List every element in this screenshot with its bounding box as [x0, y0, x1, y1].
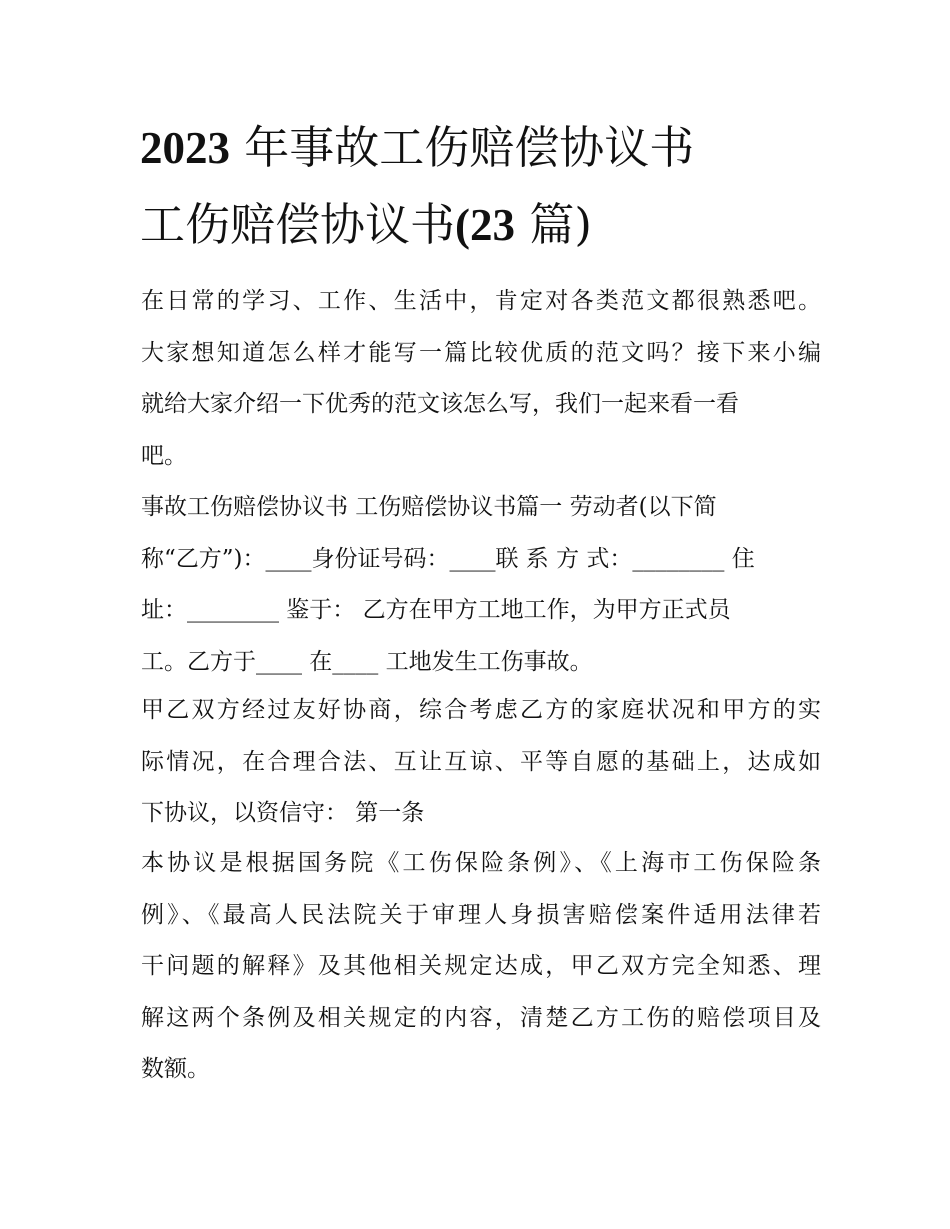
paragraph-negotiation: [141, 685, 821, 840]
paragraph-line: 数额。: [141, 1056, 210, 1082]
paragraph-intro: [141, 276, 821, 482]
paragraph-line: 本协议是根据国务院《工伤保险条例》、《上海市工伤保险条: [141, 850, 821, 876]
document-title-line-1: [140, 120, 830, 176]
paragraph-line: 例》、《最高人民法院关于审理人身损害赔偿案件适用法律若: [141, 901, 821, 928]
paragraph-line: 大家想知道怎么样才能写一篇比较优质的范文吗？接下来小编: [141, 339, 821, 366]
paragraph-parties: [141, 482, 821, 688]
paragraph-line: 下协议，以资信守： 第一条: [141, 800, 425, 826]
paragraph-line: 甲乙双方经过友好协商，综合考虑乙方的家庭状况和甲方的实: [141, 697, 821, 723]
document-title-line-2: [140, 197, 830, 253]
paragraph-line: 称“乙方”)：____身份证号码：____联 系 方 式：________ 住: [141, 545, 755, 572]
title-count: (23: [455, 200, 516, 250]
paragraph-line: 址：________ 鉴于： 乙方在甲方工地工作，为甲方正式员: [141, 597, 731, 623]
paragraph-legal-basis: [141, 838, 821, 1096]
paragraph-line: 吧。: [141, 442, 187, 469]
paragraph-line: 工。乙方于____ 在____ 工地发生工伤事故。: [141, 648, 593, 675]
paragraph-line: 就给大家介绍一下优秀的范文该怎么写，我们一起来看一看: [141, 391, 739, 417]
paragraph-line: 在日常的学习、工作、生活中，肯定对各类范文都很熟悉吧。: [141, 288, 821, 314]
title-line-2-text: 工伤赔偿协议书: [140, 198, 456, 251]
paragraph-line: 际情况，在合理合法、互让互谅、平等自愿的基础上，达成如: [141, 748, 821, 775]
paragraph-line: 解这两个条例及相关规定的内容，清楚乙方工伤的赔偿项目及: [141, 1004, 821, 1031]
title-line-2-suffix: 篇): [515, 198, 592, 251]
paragraph-line: 干问题的解释》及其他相关规定达成，甲乙双方完全知悉、理: [141, 953, 821, 979]
paragraph-line: 事故工伤赔偿协议书 工伤赔偿协议书篇一 劳动者(以下简: [141, 494, 717, 520]
title-year: 2023: [140, 123, 230, 173]
title-line-1-text: 年事故工伤赔偿协议书: [230, 121, 695, 174]
